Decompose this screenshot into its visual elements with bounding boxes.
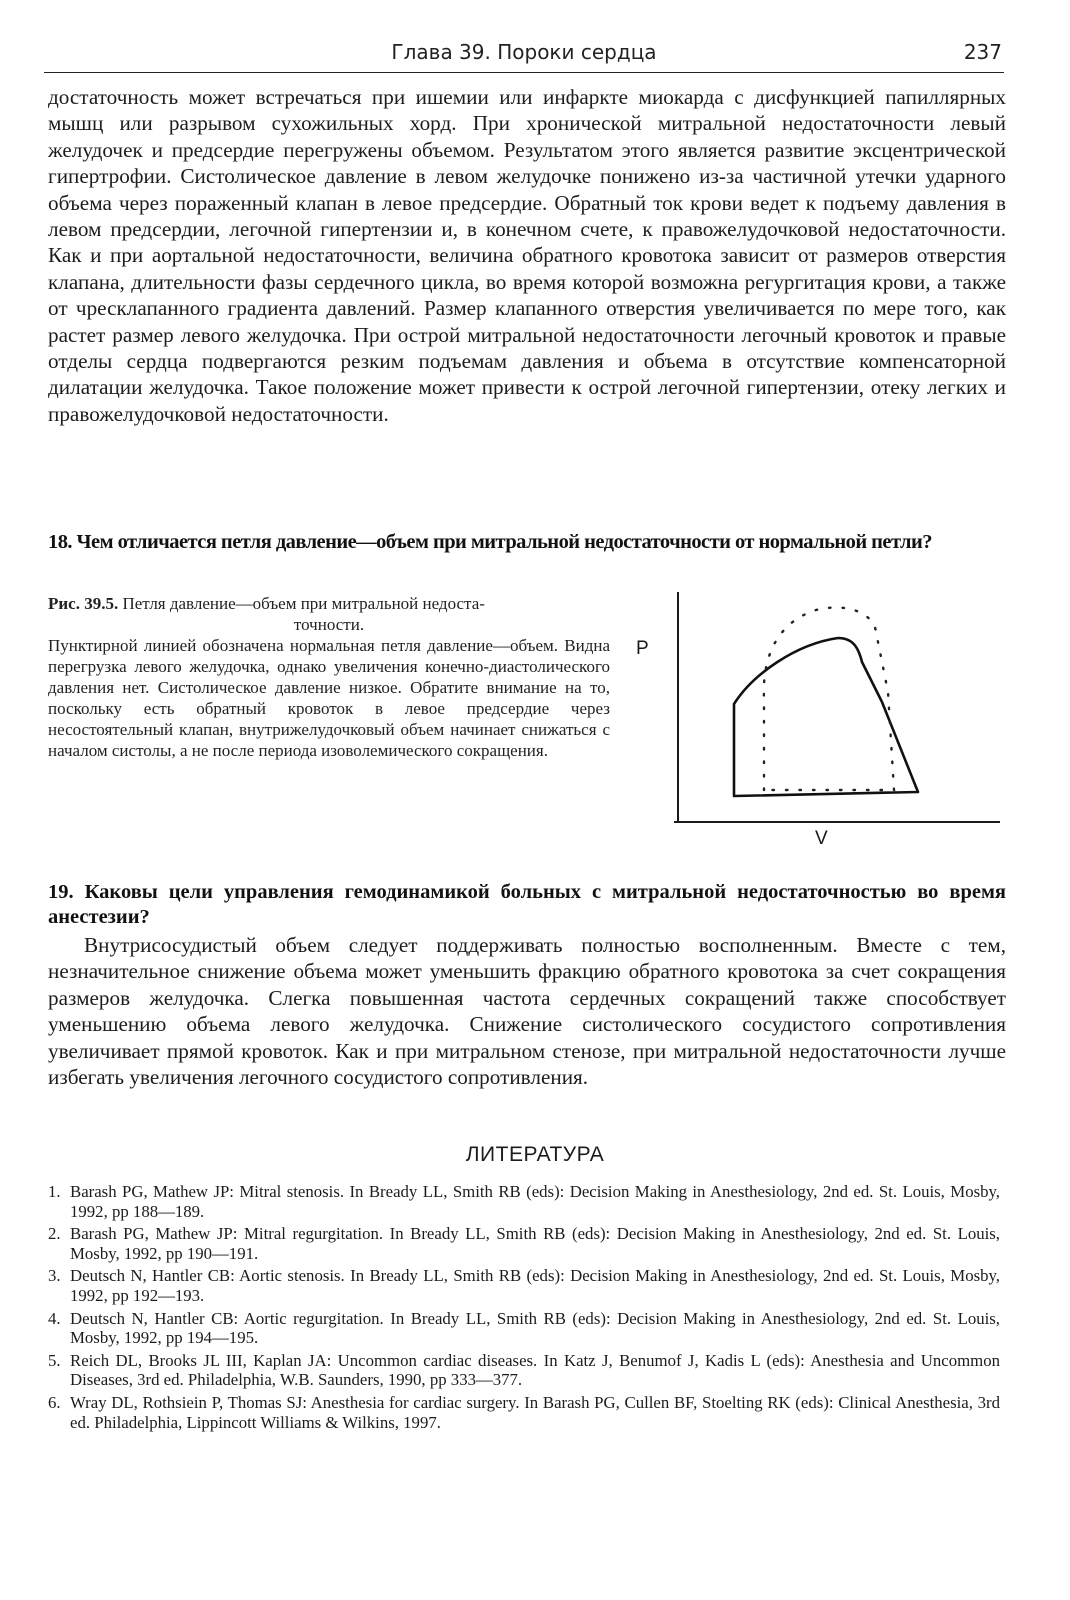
reference-item [48,1224,1000,1263]
reference-item [48,1309,1000,1348]
reference-text: Barash PG, Mathew JP: Mitral stenosis. In Bready LL, Smith RB (eds): Decision Making in Anesthesiology, 2nd ed. St. Louis, Mosby, 1992, pp 188—189. [70,1182,1000,1221]
reference-number: 3. [48,1266,61,1286]
chapter-title: Глава 39. Пороки сердца [391,40,657,64]
x-axis-label: V [815,828,828,849]
mitral-regurgitation-loop [734,638,918,796]
figure-caption-text: Пунктирной линией обозначена нормальная петля давление—объем. Видна перегрузка левого желудочка, однако увеличения конечно-диастолического давления нет. Систолическое давление низкое. Обратите внимание на то, поскольку есть обратный кровоток в левое предсердие через несостоятельный клапан, внутрижелудочковый объем начинает снижаться с началом систолы, а не после периода изоволемического сокращения. [48,636,610,760]
pressure-volume-loop-figure [628,586,1008,856]
figure-caption [48,593,610,761]
y-axis-label: P [636,638,649,659]
reference-number: 5. [48,1350,61,1370]
reference-number: 2. [48,1224,61,1244]
reference-number: 4. [48,1308,61,1328]
reference-number: 1. [48,1182,61,1201]
reference-text: Deutsch N, Hantler CB: Aortic stenosis. In Bready LL, Smith RB (eds): Decision Making in Anesthesiology, 2nd ed. St. Louis, Mosby, 1992, pp 192—193. [70,1266,1000,1305]
reference-text: Wray DL, Rothsiein P, Thomas SJ: Anesthesia for cardiac surgery. In Barash PG, Cullen BF, Stoelting RK (eds): Clinical Anesthesia, 3rd ed. Philadelphia, Lippincott Williams & Wilkins, 1997. [70,1392,1000,1432]
intro-paragraph: достаточность может встречаться при ишемии или инфаркте миокарда с дисфункцией папиллярных мышц или разрывом сухожильных хорд. При хронической митральной недостаточности левый желудочек и предсердие перегружены объемом. Результатом этого является развитие эксцентрической гипертрофии. Систолическое давление в левом желудочке понижено из-за частичной утечки ударного объема через пораженный клапан в левое предсердие. Обратный ток крови ведет к подъему давления в левом предсердии, легочной гипертензии и, в конечном счете, к правожелудочковой недостаточности. Как и при аортальной недостаточности, величина обратного кровотока зависит от размеров отверстия клапана, длительности фазы сердечного цикла, во время которой возможна регургитация крови, а также от чресклапанного градиента давлений. Размер клапанного отверстия увеличивается по мере того, как растет размер левого желудочка. При острой митральной недостаточности легочный кровоток и правые отделы сердца подвергаются резким подъемам давления и объема в отсутствие компенсаторной дилатации желудочка. Такое положение может привести к острой легочной гипертензии, отеку легких и правожелудочковой недостаточности. [48,85,1006,426]
normal-loop-dotted [764,607,894,790]
reference-list [48,1182,1000,1435]
reference-item [48,1393,1000,1432]
reference-text: Deutsch N, Hantler CB: Aortic regurgitation. In Bready LL, Smith RB (eds): Decision Making in Anesthesiology, 2nd ed. St. Louis, Mosby, 1992, pp 194—195. [70,1308,1000,1348]
figure-title-line [48,593,610,614]
figure-title-part1: Петля давление—объем при митральной недоста- [122,594,485,613]
page-number: 237 [963,40,1002,64]
reference-item [48,1182,1000,1221]
reference-item [48,1266,1000,1305]
literature-heading: ЛИТЕРАТУРА [465,1143,605,1166]
figure-title-part2: точности. [293,615,365,634]
question-18-heading: 18. Чем отличается петля давление—объем при митральной недостаточности от нормальной петли? [48,531,932,553]
running-header [44,40,1004,73]
answer-19-paragraph: Внутрисосудистый объем следует поддерживать полностью восполненным. Вместе с тем, незначительное снижение объема может уменьшить фракцию обратного кровотока за счет сокращения размеров желудочка. Слегка повышенная частота сердечных сокращений также способствует уменьшению объема левого желудочка. Снижение систолического сосудистого сопротивления увеличивает прямой кровоток. Как и при митральном стенозе, при митральной недостаточности лучше избегать увеличения легочного сосудистого сопротивления. [48,933,1006,1090]
figure-label: Рис. 39.5. [48,594,119,613]
reference-text: Reich DL, Brooks JL III, Kaplan JA: Uncommon cardiac diseases. In Katz J, Benumof J, Kadis L (eds): Anesthesia and Uncommon Diseases, 3rd ed. Philadelphia, W.B. Saunders, 1990, pp 333—377. [70,1350,1000,1390]
question-19-heading: 19. Каковы цели управления гемодинамикой больных с митральной недостаточностью во время анестезии? [48,881,1006,928]
reference-number: 6. [48,1392,61,1412]
reference-item [48,1351,1000,1390]
reference-text: Barash PG, Mathew JP: Mitral regurgitation. In Bready LL, Smith RB (eds): Decision Making in Anesthesiology, 2nd ed. St. Louis, Mosby, 1992, pp 190—191. [70,1224,1000,1263]
